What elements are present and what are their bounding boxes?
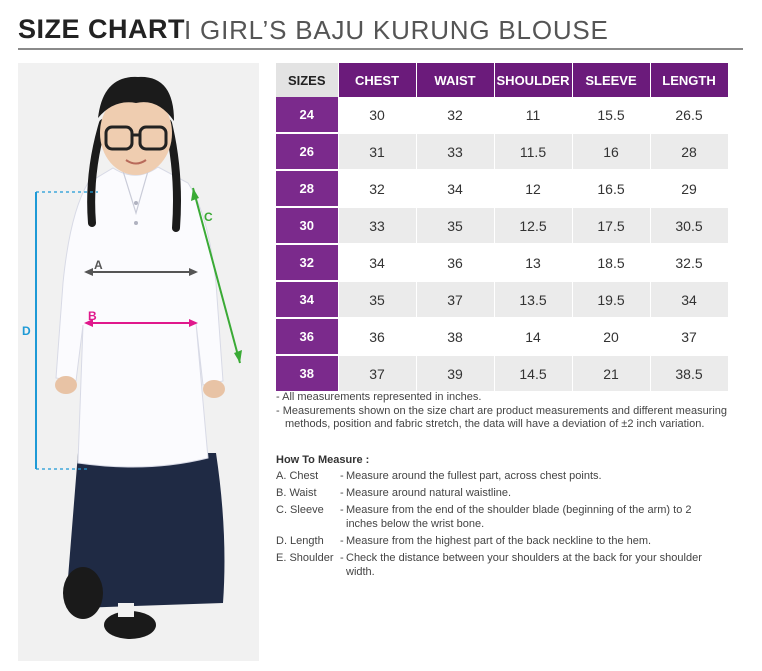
model-photo xyxy=(18,63,259,661)
waist-cell: 38 xyxy=(416,318,494,355)
notes xyxy=(276,391,736,432)
waist-cell: 39 xyxy=(416,355,494,392)
chest-cell: 32 xyxy=(338,170,416,207)
length-cell: 32.5 xyxy=(650,244,728,281)
length-cell: 30.5 xyxy=(650,207,728,244)
measure-label: B. Waist xyxy=(276,487,317,499)
measure-description: Check the distance between your shoulders at the back for your shoulder width. xyxy=(346,552,702,578)
chest-cell: 34 xyxy=(338,244,416,281)
header-length: LENGTH xyxy=(650,63,728,97)
note-deviation: - Measurements shown on the size chart are product measurements and different measuring methods, position and fabric stretch, the data will have a deviation of ±2 inch variation. xyxy=(276,404,728,430)
table-row xyxy=(276,281,728,318)
table-row xyxy=(276,170,728,207)
header-sizes: SIZES xyxy=(276,63,338,97)
page-subtitle: I GIRL’S BAJU KURUNG BLOUSE xyxy=(184,15,609,45)
sleeve-cell: 15.5 xyxy=(572,97,650,133)
table-row xyxy=(276,244,728,281)
length-cell: 34 xyxy=(650,281,728,318)
length-cell: 29 xyxy=(650,170,728,207)
sleeve-cell: 21 xyxy=(572,355,650,392)
shoulder-cell: 12.5 xyxy=(494,207,572,244)
shoulder-cell: 14.5 xyxy=(494,355,572,392)
shoulder-cell: 11.5 xyxy=(494,133,572,170)
label-c: C xyxy=(204,210,213,224)
header-chest: CHEST xyxy=(338,63,416,97)
waist-cell: 37 xyxy=(416,281,494,318)
length-cell: 28 xyxy=(650,133,728,170)
size-cell: 32 xyxy=(276,244,338,281)
shoulder-cell: 12 xyxy=(494,170,572,207)
measure-dash: - xyxy=(340,487,344,499)
table-row xyxy=(276,318,728,355)
measure-label: A. Chest xyxy=(276,470,319,482)
length-cell: 37 xyxy=(650,318,728,355)
size-cell: 26 xyxy=(276,133,338,170)
label-d: D xyxy=(22,324,31,338)
chest-cell: 30 xyxy=(338,97,416,133)
page-title: SIZE CHART xyxy=(18,14,185,44)
sleeve-cell: 16.5 xyxy=(572,170,650,207)
table-row xyxy=(276,355,728,392)
measure-dash: - xyxy=(340,470,344,482)
header-waist: WAIST xyxy=(416,63,494,97)
measure-dash: - xyxy=(340,535,344,547)
table-row xyxy=(276,97,728,133)
table-row xyxy=(276,207,728,244)
shoulder-cell: 13.5 xyxy=(494,281,572,318)
size-cell: 38 xyxy=(276,355,338,392)
shoulder-cell: 14 xyxy=(494,318,572,355)
waist-cell: 32 xyxy=(416,97,494,133)
size-cell: 24 xyxy=(276,97,338,133)
left-shoe xyxy=(63,567,103,619)
waist-cell: 33 xyxy=(416,133,494,170)
length-cell: 26.5 xyxy=(650,97,728,133)
sleeve-cell: 17.5 xyxy=(572,207,650,244)
header-shoulder: SHOULDER xyxy=(494,63,572,97)
chest-cell: 33 xyxy=(338,207,416,244)
label-a: A xyxy=(94,258,103,272)
note-inches: - All measurements represented in inches. xyxy=(276,391,482,403)
measure-dash: - xyxy=(340,552,344,564)
measure-description: Measure from the highest part of the back neckline to the hem. xyxy=(346,535,652,547)
size-table xyxy=(276,63,729,393)
waist-cell: 36 xyxy=(416,244,494,281)
measure-label: C. Sleeve xyxy=(276,504,324,516)
chest-cell: 37 xyxy=(338,355,416,392)
table-header-row xyxy=(276,63,728,97)
chest-cell: 36 xyxy=(338,318,416,355)
chest-cell: 31 xyxy=(338,133,416,170)
size-cell: 36 xyxy=(276,318,338,355)
sleeve-cell: 20 xyxy=(572,318,650,355)
size-cell: 34 xyxy=(276,281,338,318)
waist-cell: 35 xyxy=(416,207,494,244)
measure-description: Measure around the fullest part, across chest points. xyxy=(346,470,602,482)
header-sleeve: SLEEVE xyxy=(572,63,650,97)
title-bar xyxy=(18,10,743,50)
label-b: B xyxy=(88,309,97,323)
shoulder-cell: 11 xyxy=(494,97,572,133)
shoulder-cell: 13 xyxy=(494,244,572,281)
measure-description: Measure around natural waistline. xyxy=(346,487,512,499)
measure-label: E. Shoulder xyxy=(276,552,334,564)
measure-label: D. Length xyxy=(276,535,324,547)
measure-dash: - xyxy=(340,504,344,516)
blouse xyxy=(56,167,223,467)
sleeve-cell: 19.5 xyxy=(572,281,650,318)
waist-cell: 34 xyxy=(416,170,494,207)
table-row xyxy=(276,133,728,170)
length-cell: 38.5 xyxy=(650,355,728,392)
chest-cell: 35 xyxy=(338,281,416,318)
measure-description: Measure from the end of the shoulder blade (beginning of the arm) to 2 inches below the wrist bone. xyxy=(346,504,692,530)
sleeve-cell: 18.5 xyxy=(572,244,650,281)
sleeve-cell: 16 xyxy=(572,133,650,170)
size-cell: 30 xyxy=(276,207,338,244)
size-cell: 28 xyxy=(276,170,338,207)
how-to-measure-title: How To Measure : xyxy=(276,454,370,466)
